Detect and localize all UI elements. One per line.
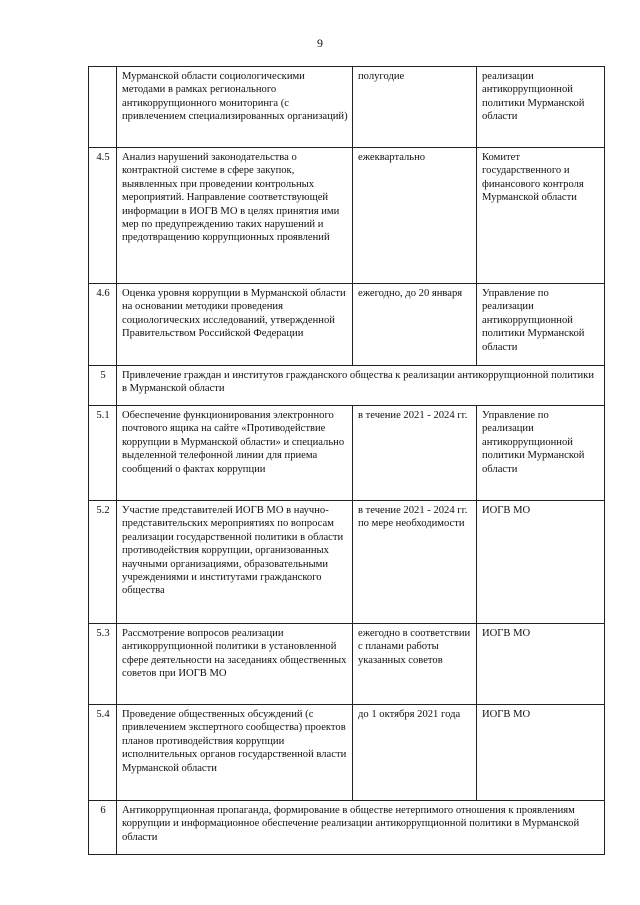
deadline-cell: в течение 2021 - 2024 гг. — [353, 406, 477, 501]
section-title: Антикоррупционная пропаганда, формирование в обществе нетерпимого отношения к проявлениям коррупции и информационное обеспечение реализации антикоррупционной политики в Мурманской области — [117, 801, 605, 855]
row-number: 4.5 — [89, 148, 117, 284]
section-row — [89, 366, 605, 406]
responsible-cell: ИОГВ МО — [477, 624, 605, 705]
action-cell: Анализ нарушений законодательства о контрактной системе в сфере закупок, выявленных при проведении контрольных мероприятий. Направление соответствующей информации в ИОГВ МО в целях принятия ими мер по предупреждению таких нарушений и предотвращению коррупционных проявлений — [117, 148, 353, 284]
action-cell: Обеспечение функционирования электронного почтового ящика на сайте «Противодействие коррупции в Мурманской области» и специально выделенной телефонной линии для приема сообщений о фактах коррупции — [117, 406, 353, 501]
deadline-cell: до 1 октября 2021 года — [353, 705, 477, 801]
action-cell: Участие представителей ИОГВ МО в научно-представительских мероприятиях по вопросам реализации государственной политики в области противодействия коррупции, организованных научными организациями, образовательными учреждениями и институтами гражданского общества — [117, 501, 353, 624]
responsible-cell: ИОГВ МО — [477, 705, 605, 801]
responsible-cell: Управление по реализации антикоррупционной политики Мурманской области — [477, 284, 605, 366]
row-number — [89, 67, 117, 148]
responsible-cell: ИОГВ МО — [477, 501, 605, 624]
section-number: 5 — [89, 366, 117, 406]
deadline-cell: ежегодно, до 20 января — [353, 284, 477, 366]
table-row — [89, 501, 605, 624]
responsible-cell: реализации антикоррупционной политики Мурманской области — [477, 67, 605, 148]
row-number: 5.3 — [89, 624, 117, 705]
action-cell: Проведение общественных обсуждений (с привлечением экспертного сообщества) проектов планов противодействия коррупции исполнительных органов государственной власти Мурманской области — [117, 705, 353, 801]
table-row — [89, 406, 605, 501]
table-row — [89, 67, 605, 148]
section-title: Привлечение граждан и институтов гражданского общества к реализации антикоррупционной политики в Мурманской области — [117, 366, 605, 406]
action-cell: Мурманской области социологическими методами в рамках регионального антикоррупционного мониторинга (с привлечением специализированных организаций) — [117, 67, 353, 148]
action-plan-table — [88, 66, 605, 855]
deadline-cell: ежегодно в соответствии с планами работы указанных советов — [353, 624, 477, 705]
table-row — [89, 705, 605, 801]
section-number: 6 — [89, 801, 117, 855]
table-row — [89, 624, 605, 705]
responsible-cell: Управление по реализации антикоррупционной политики Мурманской области — [477, 406, 605, 501]
row-number: 5.2 — [89, 501, 117, 624]
row-number: 4.6 — [89, 284, 117, 366]
deadline-cell: полугодие — [353, 67, 477, 148]
action-cell: Рассмотрение вопросов реализации антикоррупционной политики в установленной сфере деятельности на заседаниях общественных советов при ИОГВ МО — [117, 624, 353, 705]
section-row — [89, 801, 605, 855]
deadline-cell: ежеквартально — [353, 148, 477, 284]
row-number: 5.1 — [89, 406, 117, 501]
deadline-cell: в течение 2021 - 2024 гг. по мере необходимости — [353, 501, 477, 624]
page-number: 9 — [317, 36, 323, 50]
table-row — [89, 284, 605, 366]
table-row — [89, 148, 605, 284]
row-number: 5.4 — [89, 705, 117, 801]
responsible-cell: Комитет государственного и финансового контроля Мурманской области — [477, 148, 605, 284]
action-cell: Оценка уровня коррупции в Мурманской области на основании методики проведения социологических исследований, утвержденной Правительством Российской Федерации — [117, 284, 353, 366]
